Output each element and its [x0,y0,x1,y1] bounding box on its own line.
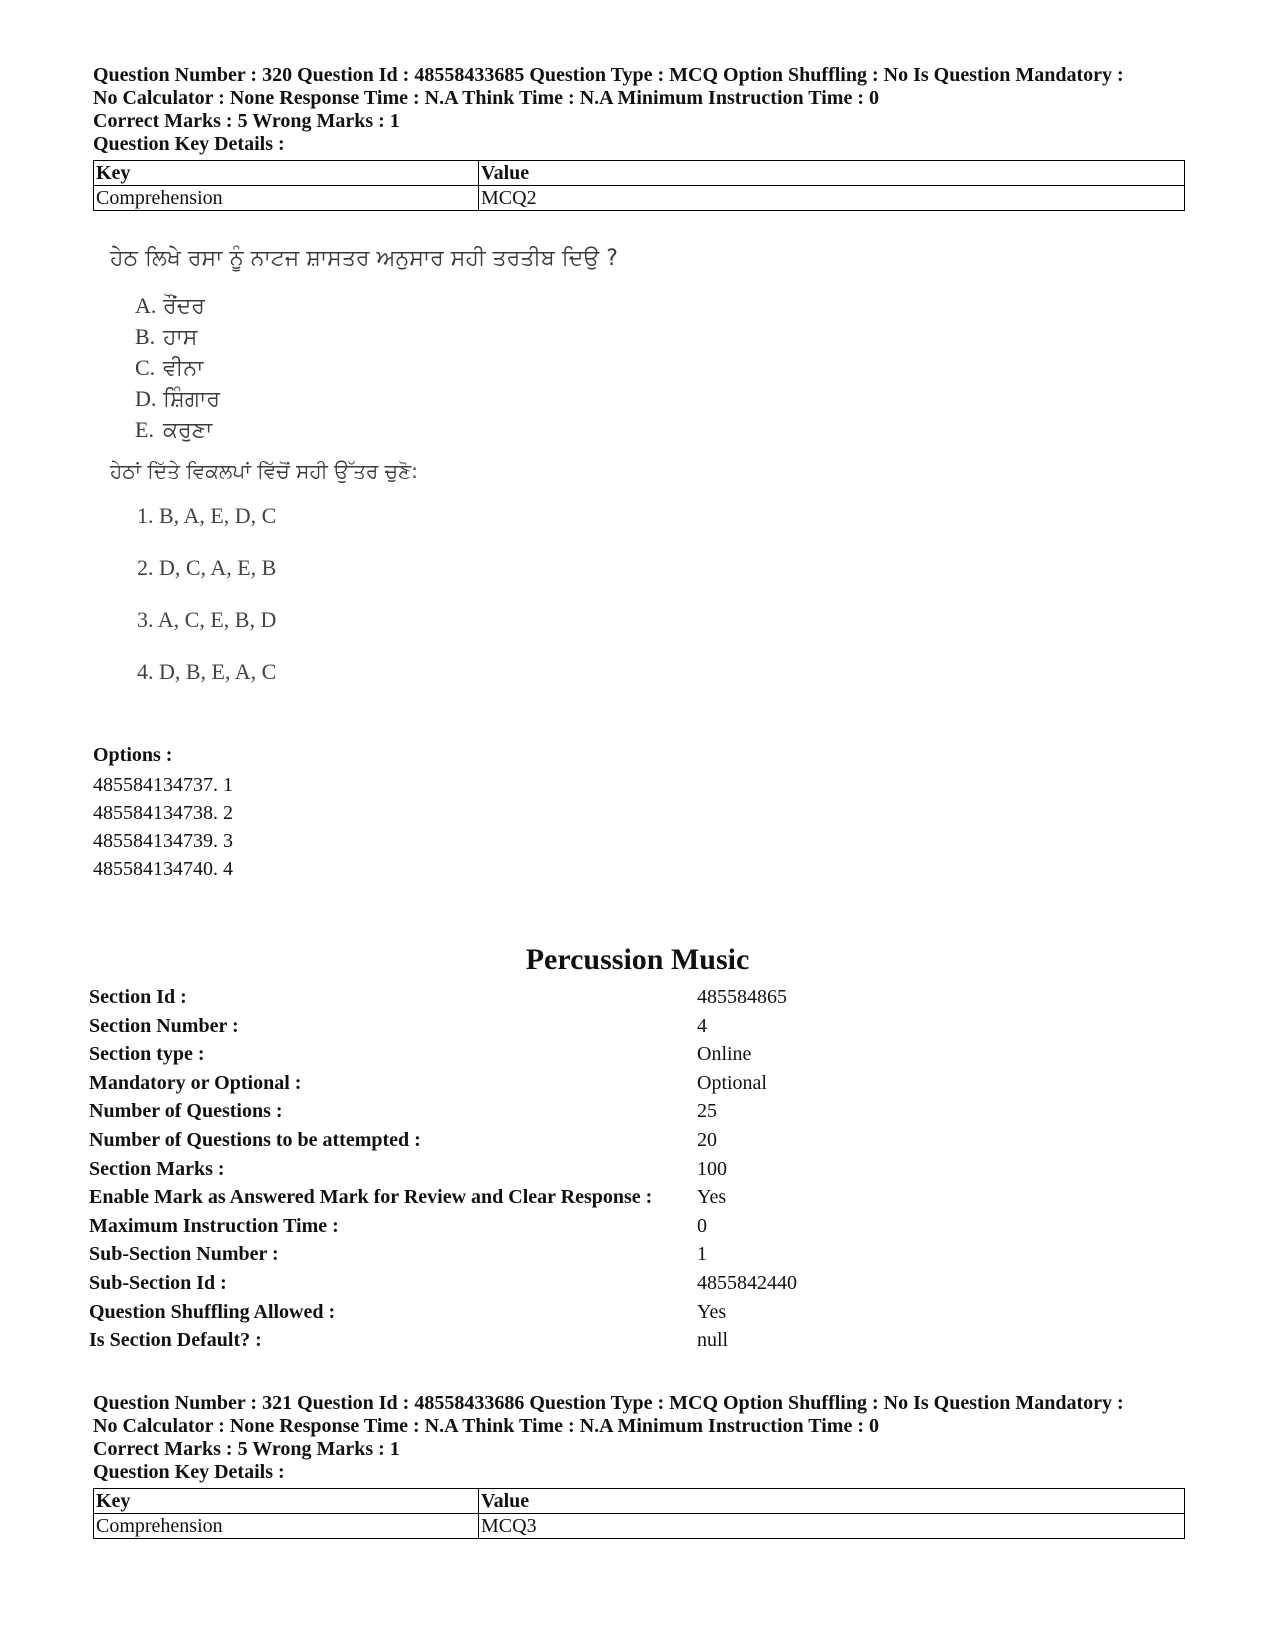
question-header-line1: Question Number : 320 Question Id : 48558433685 Question Type : MCQ Option Shuffling : No Is Question Mandatory : [93,64,1124,86]
question-items [135,290,810,445]
section-key: Section Number : [89,1014,239,1037]
table-header-row [94,161,1185,186]
table-cell-key: Comprehension [94,1514,479,1539]
question-320-header [93,64,1183,211]
section-row [89,1014,797,1043]
item-text: ਕਰੁਣਾ [163,418,213,444]
list-item [135,383,810,414]
section-key: Number of Questions : [89,1100,283,1123]
section-row [89,1071,797,1100]
section-value: Yes [697,1186,727,1209]
section-value: 4 [697,1014,707,1037]
item-text: ਰੌਂਦਰ [163,294,205,320]
table-cell-value: MCQ3 [479,1514,1185,1539]
table-col-value: Value [479,161,1185,186]
option-row: 485584134737. 1 [93,774,233,796]
option-row: 485584134738. 2 [93,802,233,824]
section-value: Online [697,1043,752,1066]
answer-choices [137,501,810,709]
table-cell-value: MCQ2 [479,186,1185,211]
section-key: Enable Mark as Answered Mark for Review and Clear Response : [89,1186,653,1209]
section-row [89,1128,797,1157]
question-321-header [93,1392,1183,1539]
section-value: Optional [697,1071,767,1094]
section-details [89,985,797,1357]
section-row [89,1099,797,1128]
question-instruction: ਹੇਠਾਂ ਦਿੱਤੇ ਵਿਕਲਪਾਂ ਵਿੱਚੋਂ ਸਹੀ ਉੱਤਰ ਚੁਣੋ: [110,459,418,484]
table-col-value: Value [479,1489,1185,1514]
table-cell-key: Comprehension [94,186,479,211]
question-header-line2: No Calculator : None Response Time : N.A Think Time : N.A Minimum Instruction Time : 0 [93,87,879,109]
section-key: Is Section Default? : [89,1329,262,1352]
answer-choice: 1. B, A, E, D, C [137,503,277,529]
item-text: ਹਾਸ [163,325,198,351]
section-value: 0 [697,1214,707,1237]
section-value: 1 [697,1243,707,1266]
section-value: null [697,1329,729,1352]
section-key: Question Shuffling Allowed : [89,1300,336,1323]
section-key: Number of Questions to be attempted : [89,1128,421,1151]
answer-choice: 2. D, C, A, E, B [137,555,277,581]
section-title: Percussion Music [525,943,750,976]
section-value: 100 [697,1157,727,1180]
item-label: E. [135,417,154,443]
question-marks: Correct Marks : 5 Wrong Marks : 1 [93,1438,400,1460]
list-item [135,352,810,383]
section-key: Mandatory or Optional : [89,1071,302,1094]
section-key: Section Marks : [89,1157,225,1180]
option-row: 485584134740. 4 [93,858,233,880]
key-details-table [93,160,1185,211]
section-row [89,1328,797,1357]
section-key: Section type : [89,1043,205,1066]
section-row [89,1271,797,1300]
section-key: Sub-Section Id : [89,1271,227,1294]
answer-choice: 3. A, C, E, B, D [137,607,277,633]
answer-choice: 4. D, B, E, A, C [137,659,277,685]
option-row: 485584134739. 3 [93,830,233,852]
key-details-table [93,1488,1185,1539]
item-label: C. [135,355,156,381]
table-header-row [94,1489,1185,1514]
list-item [135,414,810,445]
item-label: A. [135,293,157,319]
table-row [94,186,1185,211]
table-col-key: Key [94,1489,479,1514]
section-row [89,1242,797,1271]
section-row [89,1185,797,1214]
key-details-label: Question Key Details : [93,1461,285,1483]
section-value: 25 [697,1100,717,1123]
question-marks: Correct Marks : 5 Wrong Marks : 1 [93,110,400,132]
item-label: B. [135,324,156,350]
section-value: 4855842440 [697,1271,797,1294]
list-item [135,290,810,321]
section-value: Yes [697,1300,727,1323]
question-header-line2: No Calculator : None Response Time : N.A Think Time : N.A Minimum Instruction Time : 0 [93,1415,879,1437]
question-body [110,246,810,709]
section-row [89,985,797,1014]
section-row [89,1300,797,1329]
key-details-label: Question Key Details : [93,133,285,155]
section-row [89,1157,797,1186]
table-col-key: Key [94,161,479,186]
section-key: Maximum Instruction Time : [89,1214,339,1237]
item-text: ਵੀਨਾ [163,356,204,382]
section-key: Section Id : [89,986,187,1008]
question-header-line1: Question Number : 321 Question Id : 48558433686 Question Type : MCQ Option Shuffling : No Is Question Mandatory : [93,1392,1124,1414]
question-text: ਹੇਠ ਲਿਖੇ ਰਸਾ ਨੂੰ ਨਾਟਜ ਸ਼ਾਸਤਰ ਅਨੁਸਾਰ ਸਹੀ ਤਰਤੀਬ ਦਿਉ ? [110,246,618,271]
list-item [135,321,810,352]
section-value: 20 [697,1128,717,1151]
options-block [93,743,233,883]
options-label: Options : [93,744,173,766]
item-label: D. [135,386,157,412]
section-value: 485584865 [697,986,787,1008]
section-key: Sub-Section Number : [89,1243,279,1266]
section-row [89,1042,797,1071]
table-row [94,1514,1185,1539]
item-text: ਸ਼ਿੰਗਾਰ [163,387,220,413]
section-row [89,1214,797,1243]
